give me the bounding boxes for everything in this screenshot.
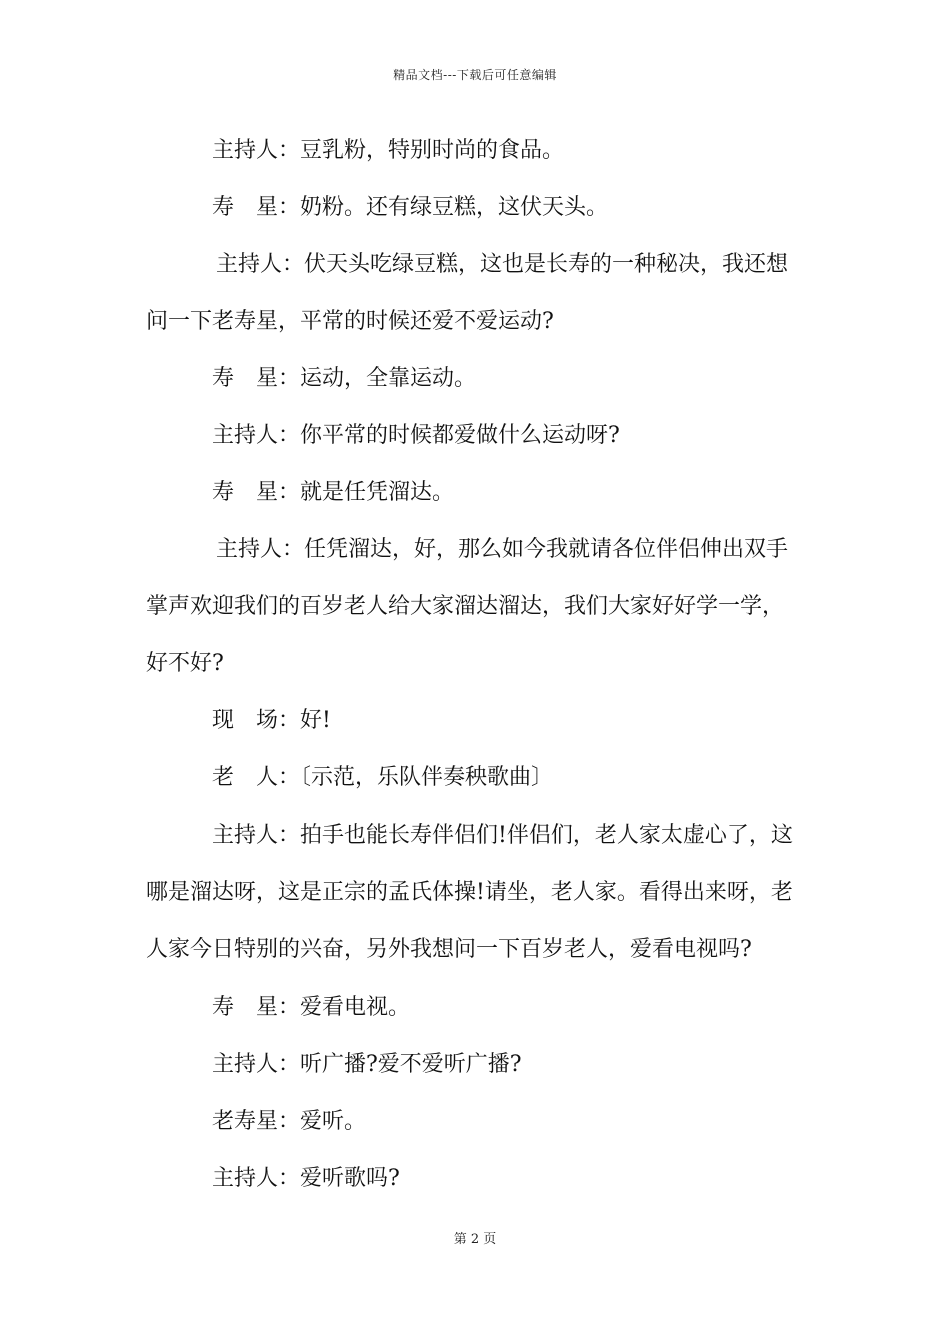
dialogue-line: 主持人：拍手也能长寿伴侣们!伴侣们，老人家太虚心了，这 <box>212 823 793 848</box>
dialogue-line: 主持人：听广播?爱不爱听广播? <box>212 1052 522 1077</box>
dialogue-line: 掌声欢迎我们的百岁老人给大家溜达溜达，我们大家好好学一学， <box>146 594 785 619</box>
dialogue-line: 主持人：伏天头吃绿豆糕，这也是长寿的一种秘决，我还想 <box>216 252 789 277</box>
dialogue-line: 人家今日特别的兴奋，另外我想问一下百岁老人，爱看电视吗? <box>146 937 752 962</box>
dialogue-line: 寿 星：爱看电视。 <box>212 995 411 1020</box>
dialogue-line: 老寿星：爱听。 <box>212 1109 367 1134</box>
dialogue-line: 主持人：任凭溜达，好，那么如今我就请各位伴侣伸出双手 <box>216 537 789 562</box>
dialogue-line: 主持人：爱听歌吗? <box>212 1166 400 1191</box>
dialogue-line: 问一下老寿星，平常的时候还爱不爱运动? <box>146 309 554 334</box>
dialogue-line: 现 场：好! <box>212 708 331 733</box>
dialogue-line: 老 人：〔示范，乐队伴奏秧歌曲〕 <box>212 765 554 790</box>
dialogue-line: 主持人：你平常的时候都爱做什么运动呀? <box>212 423 620 448</box>
dialogue-line: 寿 星：奶粉。还有绿豆糕，这伏天头。 <box>212 195 609 220</box>
dialogue-line: 哪是溜达呀，这是正宗的孟氏体操!请坐，老人家。看得出来呀，老 <box>146 880 793 905</box>
dialogue-line: 主持人：豆乳粉，特别时尚的食品。 <box>212 138 565 163</box>
dialogue-line: 寿 星：运动，全靠运动。 <box>212 366 477 391</box>
page-number: 第 2 页 <box>453 1232 497 1247</box>
dialogue-line: 好不好? <box>146 651 224 676</box>
dialogue-line: 寿 星：就是任凭溜达。 <box>212 480 455 505</box>
page-header: 精品文档---下载后可任意编辑 <box>393 68 557 82</box>
